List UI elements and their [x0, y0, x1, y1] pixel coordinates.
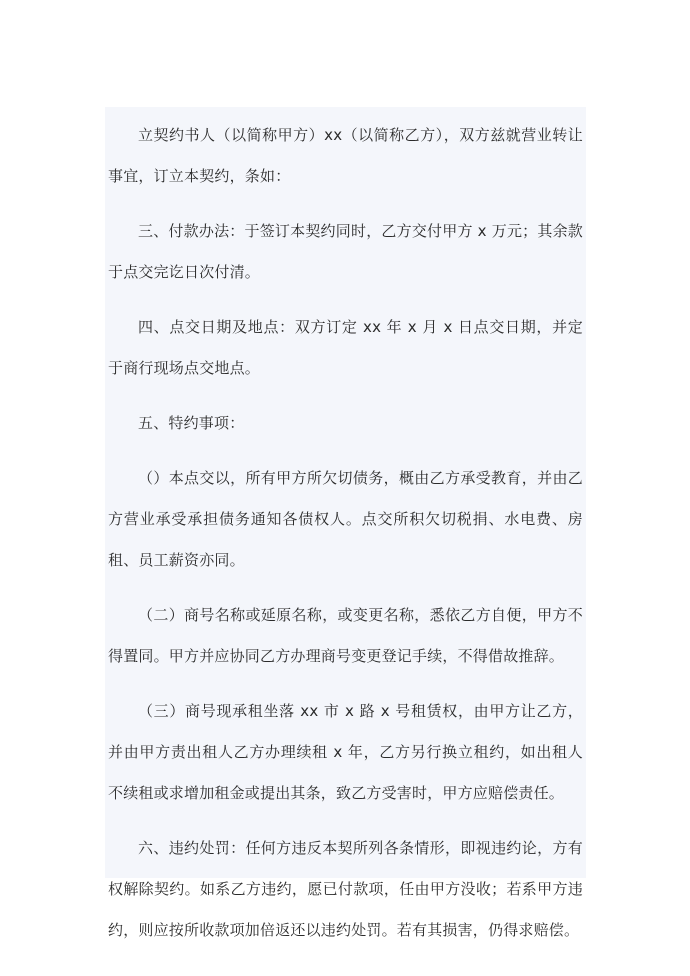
- paragraph-preamble: 立契约书人（以简称甲方）xx（以简称乙方），双方兹就营业转让事宜，订立本契约，条如：: [108, 126, 583, 185]
- paragraph-clause-3-payment: 三、付款办法：于签订本契约同时，乙方交付甲方 x 万元；其余款于点交完讫日次付清。: [108, 222, 583, 281]
- contract-content-block: [105, 107, 586, 939]
- paragraph-clause-5-item-2: （二）商号名称或延原名称，或变更名称，悉依乙方自便，甲方不得置同。甲方并应协同乙方办理商号变更登记手续，不得借故推辞。: [108, 606, 583, 665]
- contract-body: [108, 115, 583, 951]
- paragraph-clause-5-item-1: （）本点交以，所有甲方所欠切债务，概由乙方承受教育，并由乙方营业承受承担债务通知各债权人。点交所积欠切税捐、水电费、房租、员工薪资亦同。: [108, 469, 583, 569]
- paragraph-clause-4-handover: 四、点交日期及地点：双方订定 xx 年 x 月 x 日点交日期，并定于商行现场点交地点。: [108, 318, 583, 377]
- paragraph-clause-5-item-3: （三）商号现承租坐落 xx 市 x 路 x 号租赁权，由甲方让乙方，并由甲方责出租人乙方办理续租 x 年，乙方另行换立租约，如出租人不续租或求增加租金或提出其条，致乙方受害时，甲方应赔偿责任。: [108, 702, 583, 802]
- paragraph-clause-6-breach: 六、违约处罚：任何方违反本契所列各条情形，即视违约论，方有权解除契约。如系乙方违约，愿已付款项，任由甲方没收；若系甲方违约，则应按所收款项加倍返还以违约处罚。若有其损害，仍得求赔偿。: [108, 839, 583, 939]
- paragraph-clause-5-special-heading: 五、特约事项：: [138, 414, 245, 432]
